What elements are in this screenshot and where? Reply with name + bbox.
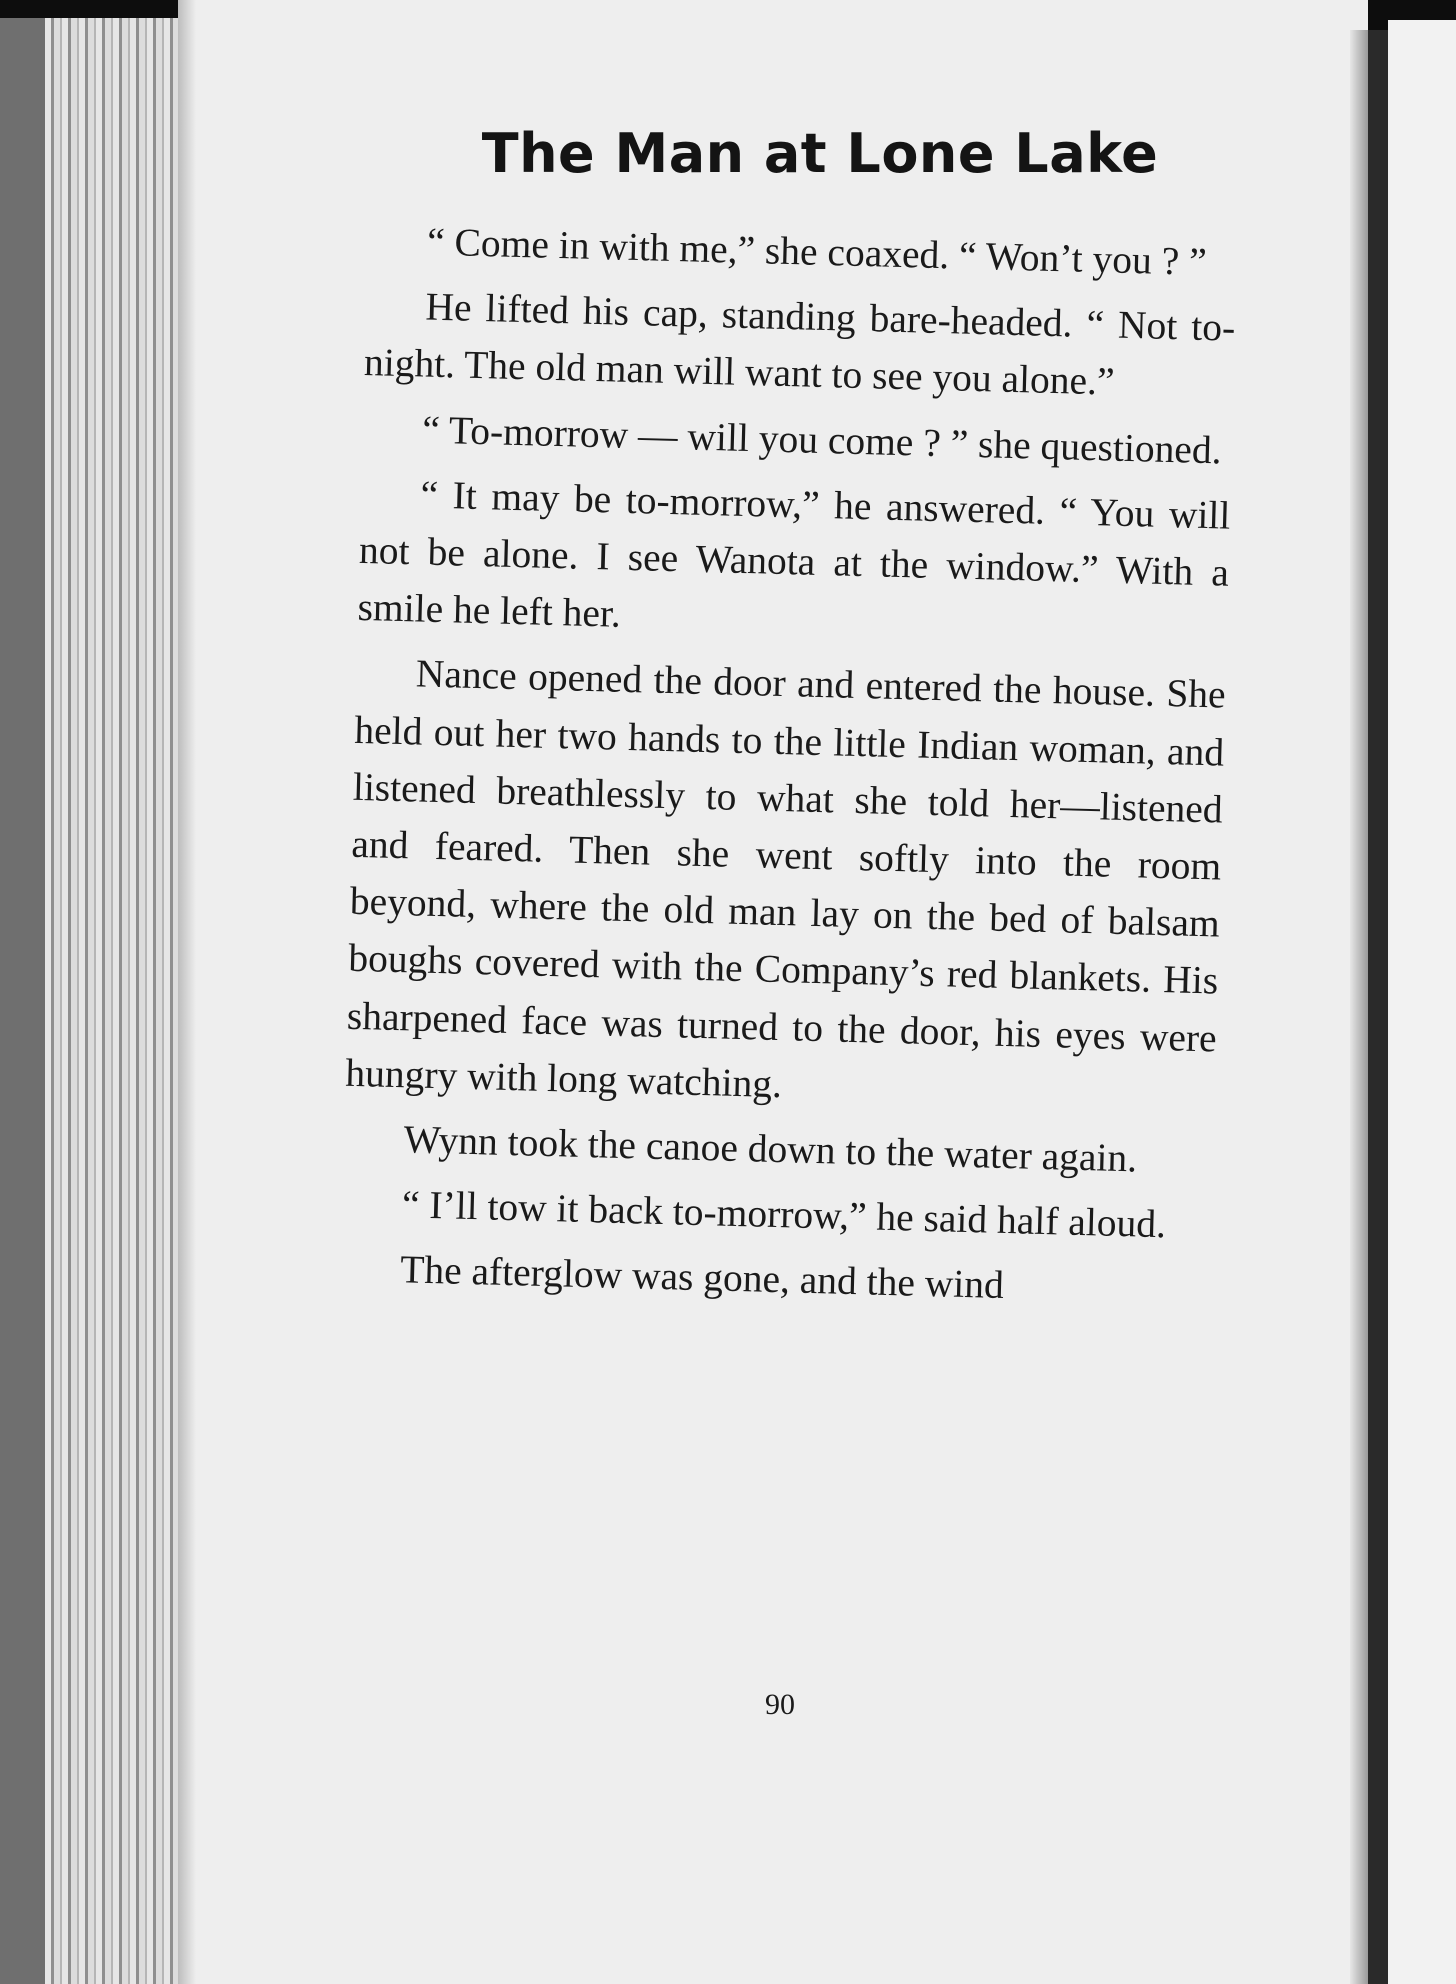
paragraph: He lifted his cap, standing bare-headed. “ Not to-night. The old man will want to see you alone.”	[363, 284, 1236, 404]
book-binding	[1368, 30, 1388, 1984]
page-gutter-shade	[178, 0, 196, 1984]
paragraph: “ I’ll tow it back to-morrow,” he said half aloud.	[401, 1182, 1167, 1247]
page-number: 90	[765, 1688, 795, 1721]
paragraph: The afterglow was gone, and the wind	[399, 1247, 1005, 1308]
page-edges-shadow	[0, 18, 45, 1984]
paragraph: “ To-morrow — will you come ? ” she questioned.	[421, 407, 1223, 473]
paragraph: Nance opened the door and entered the house. She held out her two hands to the little Indian woman, and listened breathlessly to what she told her—listened and feared. Then she went softly into the room beyond, where the old man lay on the bed of balsam boughs covered with the Company’s red blankets. His sharpened face was turned to the door, his eyes were hungry with long watching.	[344, 651, 1227, 1106]
paragraph: Wynn took the canoe down to the water again.	[403, 1117, 1138, 1181]
back-cover	[1388, 20, 1456, 1984]
paragraph: “ Come in with me,” she coaxed. “ Won’t you ? ”	[426, 219, 1208, 284]
paragraph: “ It may be to-morrow,” he answered. “ You will not be alone. I see Wanota at the window.” With a smile he left her.	[357, 472, 1231, 636]
running-head: The Man at Lone Lake	[481, 122, 1159, 185]
body-text	[339, 212, 1237, 1328]
page-right-edge	[1350, 30, 1368, 1984]
